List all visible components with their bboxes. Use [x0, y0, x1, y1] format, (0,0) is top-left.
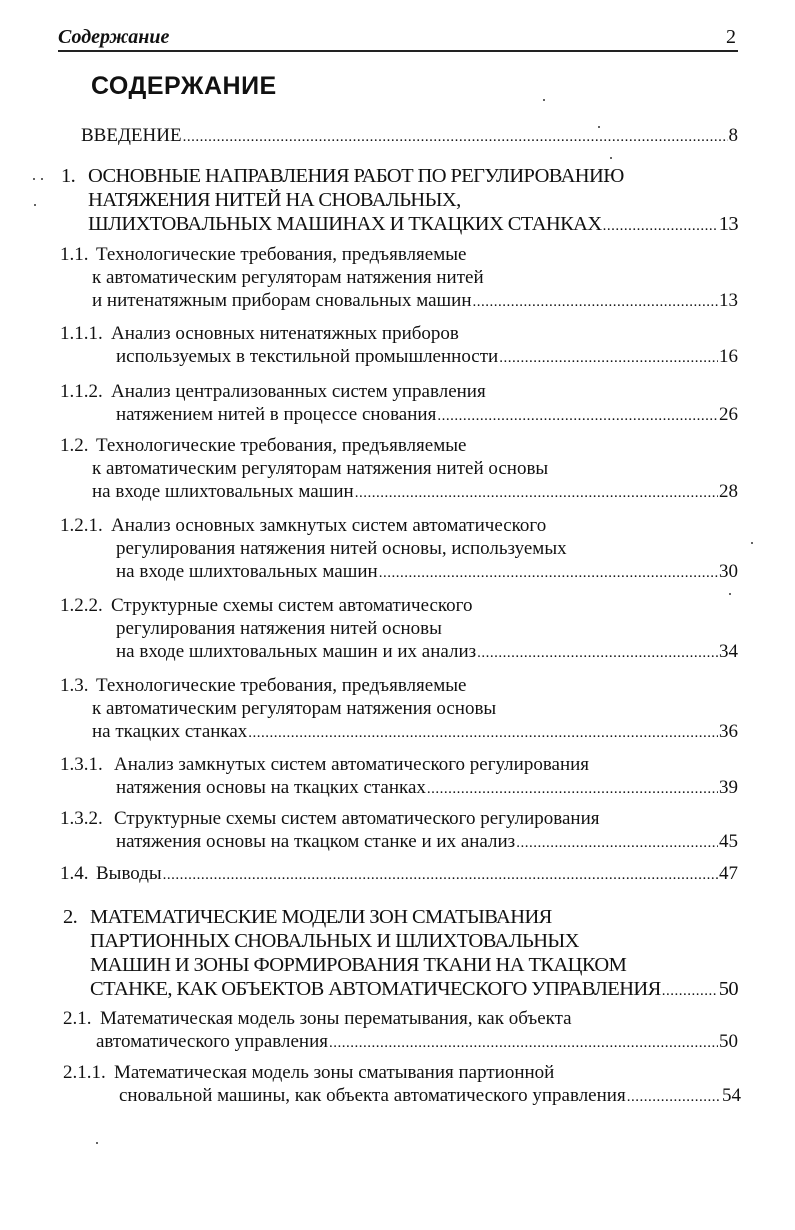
scan-speck: [96, 1142, 98, 1144]
toc-entry-number: 1.1.2.: [60, 381, 103, 402]
toc-entry-number: 1.2.2.: [60, 595, 103, 616]
toc-entry-text-line: и нитенатяжным приборам сновальных машин: [92, 290, 472, 311]
toc-entry-number: 1.1.1.: [60, 323, 103, 344]
toc-entry-page: 45: [719, 831, 738, 852]
toc-entry-page: 54: [722, 1085, 741, 1106]
toc-entry-page: 26: [719, 404, 738, 425]
dot-leader: [662, 979, 718, 1003]
toc-entry-last-line: [116, 403, 738, 426]
toc-entry-page: 50: [719, 1031, 738, 1052]
toc-entry-text-line: регулирования натяжения нитей основы, используемых: [116, 538, 567, 559]
running-header: [58, 24, 738, 52]
toc-entry-page: 8: [728, 125, 738, 146]
toc-entry-number: 1.2.1.: [60, 515, 103, 536]
scan-speck: [729, 593, 731, 595]
scan-speck: [33, 178, 35, 180]
toc-entry-text-line: на входе шлихтовальных машин: [92, 481, 354, 502]
toc-entry-page: 36: [719, 721, 738, 742]
toc-entry-text-line: натяжения основы на ткацком станке и их анализ: [116, 831, 516, 852]
toc-entry-number: 1.3.: [60, 675, 89, 696]
toc-entry-last-line: [96, 1030, 738, 1053]
toc-entry[interactable]: [0, 753, 795, 799]
dot-leader: [329, 1032, 718, 1055]
toc-entry-number: 1.1.: [60, 244, 89, 265]
toc-entry-text-line: Математическая модель зоны сматывания партионной: [114, 1062, 555, 1083]
toc-entry-number: 1.3.1.: [60, 754, 103, 775]
toc-heading: СОДЕРЖАНИЕ: [91, 72, 277, 100]
toc-entry-number: 1.2.: [60, 435, 89, 456]
toc-entry-text-line: Математическая модель зоны перематывания, как объекта: [100, 1008, 572, 1029]
toc-entry-text-line: Анализ централизованных систем управления: [111, 381, 486, 402]
toc-entry-text-line: Анализ основных нитенатяжных приборов: [111, 323, 459, 344]
toc-entry-number: 1.3.2.: [60, 808, 103, 829]
toc-entry[interactable]: [0, 862, 795, 885]
dot-leader: [472, 291, 718, 314]
toc-entry-page: 13: [718, 213, 738, 235]
toc-entry-last-line: [88, 212, 738, 236]
toc-entry[interactable]: [0, 594, 795, 663]
toc-entry-text-line: Структурные схемы систем автоматического регулирования: [114, 808, 600, 829]
toc-entry-text-line: на входе шлихтовальных машин и их анализ: [116, 641, 477, 662]
scan-speck: [41, 178, 43, 180]
toc-entry-number: 1.: [61, 165, 76, 187]
toc-entry-text-line: Структурные схемы систем автоматического: [111, 595, 473, 616]
scan-speck: [610, 157, 612, 159]
toc-entry-text-line: ВВЕДЕНИЕ: [81, 125, 182, 146]
toc-entry-last-line: [81, 124, 738, 147]
dot-leader: [437, 405, 718, 428]
toc-entry[interactable]: [0, 164, 795, 236]
running-header-title: Содержание: [58, 26, 170, 48]
toc-entry-number: 1.4.: [60, 863, 89, 884]
toc-entry-text-line: на ткацких станках: [92, 721, 248, 742]
dot-leader: [355, 482, 718, 505]
toc-entry-number: 2.: [63, 906, 78, 928]
toc-entry-text-line: СТАНКЕ, КАК ОБЪЕКТОВ АВТОМАТИЧЕСКОГО УПРАВЛЕНИЯ: [90, 978, 661, 1000]
toc-entry-page: 50: [718, 978, 738, 1000]
toc-entry-text-line: Технологические требования, предъявляемые: [96, 435, 467, 456]
toc-entry-text-line: регулирования натяжения нитей основы: [116, 618, 442, 639]
dot-leader: [379, 562, 718, 585]
toc-entry-last-line: [116, 640, 738, 663]
toc-entry-text-line: Анализ основных замкнутых систем автоматического: [111, 515, 547, 536]
toc-entry-text-line: на входе шлихтовальных машин: [116, 561, 378, 582]
toc-entry[interactable]: [0, 1007, 795, 1053]
toc-entry[interactable]: [0, 124, 795, 147]
toc-entry-text-line: к автоматическим регуляторам натяжения основы: [92, 698, 497, 719]
scan-speck: [598, 126, 600, 128]
toc-entry-text-line: Выводы: [96, 863, 162, 884]
toc-entry-last-line: [90, 977, 738, 1001]
toc-entry-last-line: [92, 480, 738, 503]
toc-entry-last-line: [119, 1084, 741, 1107]
toc-entry-text-line: автоматического управления: [96, 1031, 328, 1052]
toc-entry-page: 47: [719, 863, 738, 884]
dot-leader: [163, 864, 718, 887]
toc-entry[interactable]: [0, 380, 795, 426]
toc-entry-text-line: используемых в текстильной промышленности: [116, 346, 499, 367]
toc-entry-text-line: НАТЯЖЕНИЯ НИТЕЙ НА СНОВАЛЬНЫХ,: [88, 189, 461, 211]
scan-speck: [751, 542, 753, 544]
toc-entry-text-line: МАТЕМАТИЧЕСКИЕ МОДЕЛИ ЗОН СМАТЫВАНИЯ: [90, 906, 552, 928]
toc-entry-last-line: [96, 862, 738, 885]
toc-entry-text-line: ОСНОВНЫЕ НАПРАВЛЕНИЯ РАБОТ ПО РЕГУЛИРОВАНИЮ: [88, 165, 624, 187]
toc-entry-text-line: Анализ замкнутых систем автоматического регулирования: [114, 754, 590, 775]
dot-leader: [516, 832, 718, 855]
toc-entry-text-line: к автоматическим регуляторам натяжения нитей основы: [92, 458, 549, 479]
toc-entry-text-line: к автоматическим регуляторам натяжения нитей: [92, 267, 484, 288]
toc-entry[interactable]: [0, 674, 795, 743]
toc-entry-last-line: [92, 720, 738, 743]
toc-entry[interactable]: [0, 807, 795, 853]
dot-leader: [499, 347, 718, 370]
toc-entry-text-line: сновальной машины, как объекта автоматического управления: [119, 1085, 626, 1106]
toc-entry[interactable]: [0, 434, 795, 503]
dot-leader: [248, 722, 718, 745]
page-number: 2: [726, 26, 736, 48]
dot-leader: [603, 214, 718, 238]
toc-entry[interactable]: [0, 1061, 795, 1107]
dot-leader: [477, 642, 718, 665]
toc-entry[interactable]: [0, 322, 795, 368]
toc-entry-last-line: [116, 776, 738, 799]
toc-entry-number: 2.1.: [63, 1008, 92, 1029]
toc-entry-last-line: [92, 289, 738, 312]
toc-entry-last-line: [116, 830, 738, 853]
toc-entry[interactable]: [0, 514, 795, 583]
toc-entry-number: 2.1.1.: [63, 1062, 106, 1083]
toc-entry-page: 28: [719, 481, 738, 502]
toc-entry-page: 39: [719, 777, 738, 798]
toc-entry-page: 16: [719, 346, 738, 367]
toc-entry[interactable]: [0, 905, 795, 1001]
toc-entry-text-line: натяжением нитей в процессе снования: [116, 404, 437, 425]
toc-entry-last-line: [116, 345, 738, 368]
toc-entry-text-line: ШЛИХТОВАЛЬНЫХ МАШИНАХ И ТКАЦКИХ СТАНКАХ: [88, 213, 602, 235]
toc-entry-text-line: ПАРТИОННЫХ СНОВАЛЬНЫХ И ШЛИХТОВАЛЬНЫХ: [90, 930, 579, 952]
toc-entry-text-line: Технологические требования, предъявляемые: [96, 244, 467, 265]
dot-leader: [427, 778, 718, 801]
dot-leader: [627, 1086, 721, 1109]
toc-entry-page: 13: [719, 290, 738, 311]
toc-entry-text-line: МАШИН И ЗОНЫ ФОРМИРОВАНИЯ ТКАНИ НА ТКАЦКОМ: [90, 954, 627, 976]
toc-entry-last-line: [116, 560, 738, 583]
toc-entry-text-line: натяжения основы на ткацких станках: [116, 777, 426, 798]
scan-speck: [543, 99, 545, 101]
toc-entry[interactable]: [0, 243, 795, 312]
scan-speck: [34, 204, 36, 206]
toc-entry-page: 34: [719, 641, 738, 662]
toc-entry-text-line: Технологические требования, предъявляемые: [96, 675, 467, 696]
toc-entry-page: 30: [719, 561, 738, 582]
dot-leader: [183, 126, 728, 149]
